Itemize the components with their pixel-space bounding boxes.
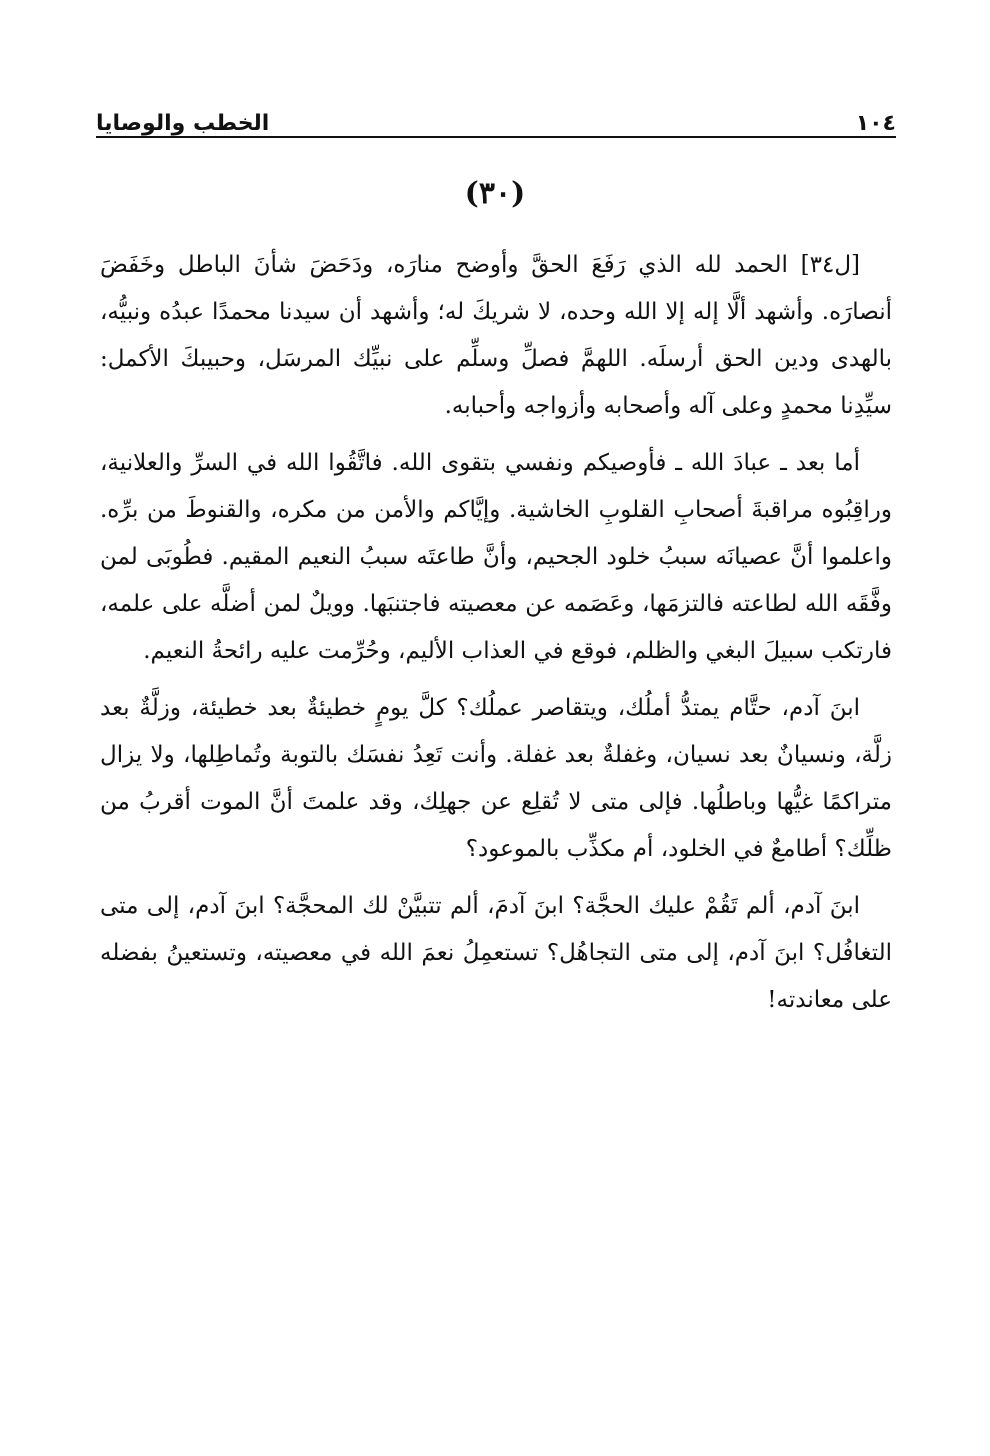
section-number: (٣٠) <box>464 176 526 211</box>
running-header <box>96 96 896 136</box>
paragraph-opening-praise: [ل٣٤] الحمد لله الذي رَفَعَ الحقَّ وأوضح منارَه، ودَحَضَ شأنَ الباطل وخَفَضَ أنصارَه. وأشهد ألَّا إله إلا الله وحده، لا شريكَ له؛ وأشهد أن سيدنا محمدًا عبدُه ونبيُّه، بالهدى ودين الحق أرسلَه. اللهمَّ فصلِّ وسلِّم على نبيِّك المرسَل، وحبيبكَ الأكمل: سيِّدِنا محمدٍ وعلى آله وأصحابه وأزواجه وأحبابه. <box>100 252 892 419</box>
header-rule <box>96 136 896 138</box>
body-text <box>100 242 892 1034</box>
page-number: ١٠٤ <box>855 111 896 136</box>
paragraph-son-of-adam-2: ابنَ آدم، ألم تَقُمْ عليك الحجَّة؟ ابنَ آدمَ، ألم تتبيَّنْ لك المحجَّة؟ ابنَ آدم، إلى متى التغافُل؟ ابنَ آدم، إلى متى التجاهُل؟ تستعمِلُ نعمَ الله في معصيته، وتستعينُ بفضله على معاندته! <box>100 893 892 1013</box>
book-title: الخطب والوصايا <box>96 111 270 136</box>
paragraph-exhortation: أما بعد ـ عبادَ الله ـ فأوصيكم ونفسي بتقوى الله. فاتَّقُوا الله في السرِّ والعلانية، وراقِبُوه مراقبةَ أصحابِ القلوبِ الخاشية. وإيَّاكم والأمن من مكره، والقنوطَ من برِّه. واعلموا أنَّ عصيانَه سببُ خلود الجحيم، وأنَّ طاعتَه سببُ النعيم المقيم. فطُوبَى لمن وفَّقَه الله لطاعته فالتزمَها، وعَصَمه عن معصيته فاجتنبَها. وويلٌ لمن أضلَّه على علمه، فارتكب سبيلَ البغي والظلم، فوقع في العذاب الأليم، وحُرِّمت عليه رائحةُ النعيم. <box>100 450 892 664</box>
paragraph-son-of-adam-1: ابنَ آدم، حتَّام يمتدُّ أملُك، ويتقاصر عملُك؟ كلَّ يومٍ خطيئةٌ بعد خطيئة، وزلَّةٌ بعد زلَّة، ونسيانٌ بعد نسيان، وغفلةٌ بعد غفلة. وأنت تَعِدُ نفسَك بالتوبة وتُماطِلها، ولا يزال متراكمًا غيُّها وباطلُها. فإلى متى لا تُقلِع عن جهلِك، وقد علمتَ أنَّ الموت أقربُ من ظلِّك؟ أطامعٌ في الخلود، أم مكذِّب بالموعود؟ <box>100 695 892 862</box>
